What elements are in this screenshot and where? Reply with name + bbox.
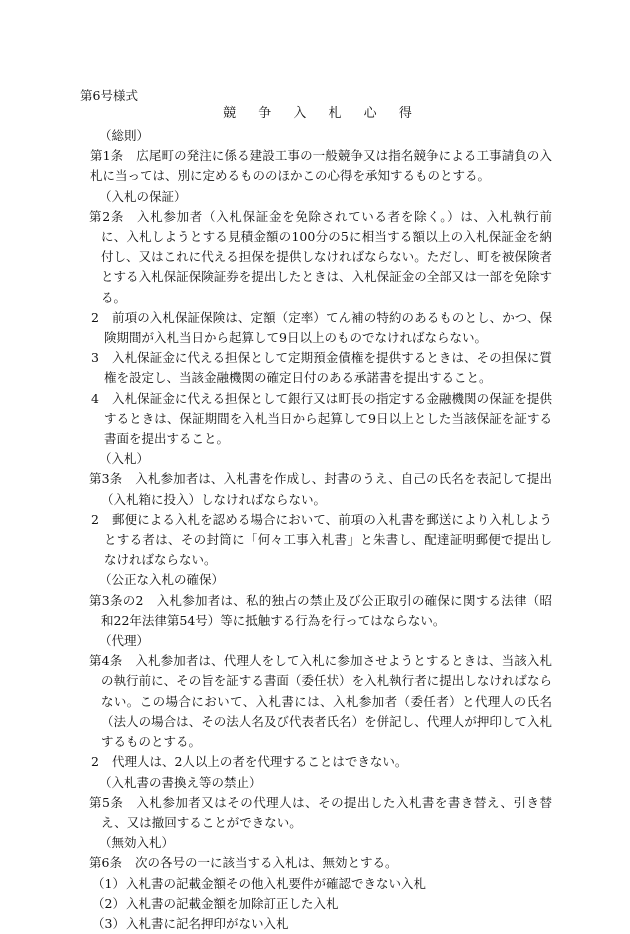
paragraph-number: 3	[91, 350, 99, 366]
article-number: 第3条	[89, 471, 123, 487]
paragraph	[91, 389, 552, 450]
article-number: 第3条の2	[89, 592, 144, 608]
article-3-2	[89, 591, 552, 631]
section-heading: （無効入札）	[99, 835, 175, 851]
section-heading: （入札の保証）	[99, 188, 187, 204]
paragraph	[91, 308, 552, 348]
paragraph-number: 2	[91, 309, 99, 325]
article-5	[89, 793, 552, 833]
document-title: 競 争 入 札 心 得	[223, 106, 421, 121]
article-number: 第1条	[90, 148, 124, 164]
section-heading: （代理）	[99, 633, 150, 649]
paragraph	[91, 752, 552, 772]
section-heading: （入札書の書換え等の禁止）	[99, 774, 262, 790]
form-number-label: 第6号様式	[80, 88, 138, 103]
section-heading: （公正な入札の確保）	[99, 572, 225, 588]
paragraph-number: 2	[91, 511, 99, 527]
article-number: 第5条	[89, 794, 124, 810]
article-text: 入札参加者は、入札書を作成し、封書のうえ、自己の氏名を表記して提出（入札箱に投入）しなければならない。	[101, 471, 552, 507]
article-2	[89, 207, 552, 308]
article-text: 入札参加者又はその代理人は、その提出した入札書を書き替え、引き替え、又は撤回することができない。	[101, 794, 552, 830]
paragraph-text: 代理人は、2人以上の者を代理することはできない。	[111, 754, 408, 770]
article-number: 第4条	[89, 653, 123, 669]
item-text: 入札書の記載金額を加除訂正した入札	[126, 895, 339, 911]
document-body	[0, 126, 630, 934]
article-text: 次の各号の一に該当する入札は、無効とする。	[134, 855, 398, 871]
item-number: （2）	[92, 895, 125, 911]
section-heading: （総則）	[99, 128, 150, 143]
item-number: （1）	[92, 875, 125, 891]
article-text: 入札参加者は、代理人をして入札に参加させようとするときは、当該入札の執行前に、その旨を証する書面（委任状）を入札執行者に提出しなければならない。この場合において、入札書には、入札参加者（委任者）と代理人の氏名（法人の場合は、その法人名及び代表者氏名）を併記し、代理人が押印して入札するものとする。	[101, 653, 552, 750]
article-6	[89, 853, 552, 873]
item-text: 入札書に記名押印がない入札	[126, 915, 289, 931]
list-item	[92, 914, 630, 934]
item-number: （3）	[92, 915, 125, 931]
article-text: 入札参加者は、私的独占の禁止及び公正取引の確保に関する法律（昭和22年法律第54号）等に抵触する行為を行ってはならない。	[101, 592, 552, 628]
paragraph-number: 2	[91, 754, 99, 770]
paragraph-number: 4	[91, 390, 99, 406]
article-text: 広尾町の発注に係る建設工事の一般競争又は指名競争による工事請負の入札に当っては、別に定めるもののほかこの心得を承知するものとする。	[90, 148, 552, 184]
paragraph-text: 前項の入札保証保険は、定額（定率）てん補の特約のあるものとし、かつ、保険期間が入札当日から起算して9日以上のものでなければならない。	[104, 309, 552, 346]
article-3	[89, 469, 552, 509]
section-heading: （入札）	[99, 451, 150, 467]
article-1	[90, 146, 552, 186]
paragraph-text: 郵便による入札を認める場合において、前項の入札書を郵送により入札しようとする者は、その封筒に「何々工事入札書」と朱書し、配達証明郵便で提出しなければならない。	[104, 511, 552, 568]
list-item	[92, 894, 630, 914]
paragraph-text: 入札保証金に代える担保として銀行又は町長の指定する金融機関の保証を提供するときは、保証期間を入札当日から起算して9日以上とした当該保証を証する書面を提出すること。	[104, 390, 552, 447]
article-4	[89, 651, 552, 752]
paragraph-text: 入札保証金に代える担保として定期預金債権を提供するときは、その担保に質権を設定し、当該金融機関の確定日付のある承諾書を提出すること。	[104, 350, 552, 386]
article-text: 入札参加者（入札保証金を免除されている者を除く。）は、入札執行前に、入札しようとする見積金額の100分の5に相当する額以上の入札保証金を納付し、又はこれに代える担保を提供しなければならない。ただし、町を被保険者とする入札保証保険証券を提出したときは、入札保証金の全部又は一部を免除する。	[101, 208, 552, 305]
list-item	[92, 874, 630, 894]
item-text: 入札書の記載金額その他入札要件が確認できない入札	[126, 875, 427, 891]
paragraph	[91, 510, 552, 571]
article-number: 第6条	[89, 855, 122, 871]
article-number: 第2条	[89, 208, 125, 224]
paragraph	[91, 348, 552, 388]
